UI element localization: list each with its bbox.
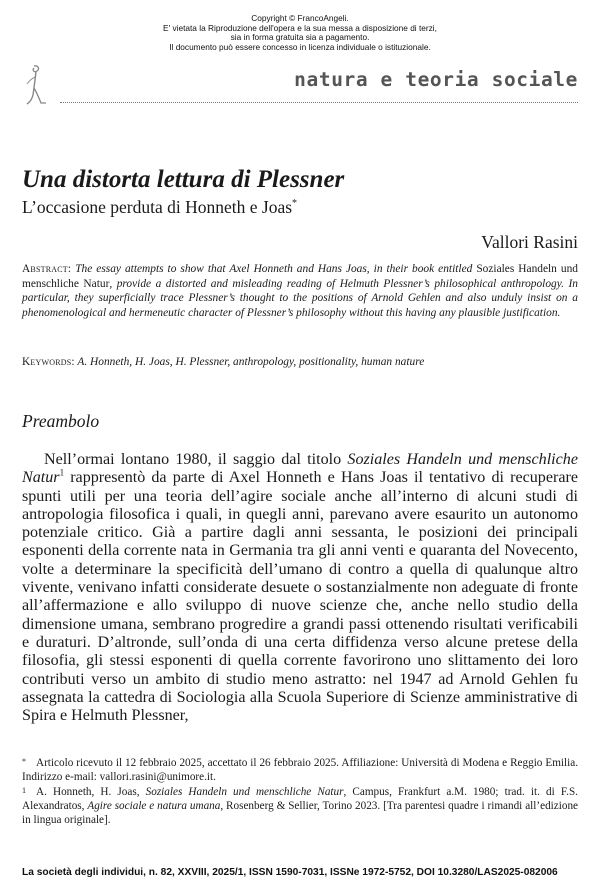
- abstract-book-title: Soziales Handeln und menschliche Natur: [22, 263, 578, 290]
- copyright-notice: [0, 14, 600, 52]
- keywords-text: A. Honneth, H. Joas, H. Plessner, anthropology, positionality, human nature: [77, 356, 425, 368]
- footnote-star: [22, 756, 578, 785]
- copyright-line: sia in forma gratuita sia a pagamento.: [230, 32, 370, 43]
- footnote-book-title: Agire sociale e natura umana: [87, 799, 221, 812]
- copyright-line: Copyright © FrancoAngeli.: [251, 13, 349, 23]
- footnote-mark: 1: [22, 785, 26, 795]
- footnote-text: A. Honneth, H. Joas,: [36, 785, 140, 798]
- section-heading: Preambolo: [22, 411, 100, 431]
- footnote-text: , Rosenberg & Sellier, Torino 2023. [Tra parentesi quadre i rimandi all’edizione in lingua originale].: [22, 799, 578, 827]
- copyright-line: E' vietata la Riproduzione dell'opera e la sua messa a disposizione di terzi,: [163, 22, 437, 33]
- footnote-text: , Campus, Frankfurt a.M. 1980; trad. it. di F.S. Alexandratos,: [22, 785, 578, 812]
- abstract-text: The essay attempts to show that Axel Honneth and Hans Joas, in their book entitled: [75, 263, 473, 275]
- masthead-rule: [60, 102, 578, 103]
- footnote-ref-star[interactable]: *: [292, 198, 298, 209]
- abstract: [22, 262, 578, 321]
- paragraph-text: rappresentò da parte di Axel Honneth e Hans Joas il tentativo di recuperare spunti utili per una teoria dell’agire sociale anche all’interno di alcuni studi di antropologia filosofica i quali, in quegli anni, parevano avere esaurito un autonomo potenziale critico. Già a partire dagli anni sessanta, le posizioni dei principali esponenti della corrente nata in Germania tra gli anni venti e quaranta del Novecento, volte a determinare la specificità dell’umano di contro a quella di qualunque altro vivente, venivano infatti considerate desuete o sostanzialmente non adeguate di fronte all’affermazione e allo sviluppo di nuove scienze che, anche nello studio della dimensione umana, sembrano progredire a grandi passi ottenendo risultati verificabili e duraturi. D’altronde, sull’onda di una certa diffidenza verso alcune pretese della filosofia, gli stessi esponenti di quella corrente favorirono uno slittamento dei loro contributi verso un ambito di studio meno astratto: nel 1947 ad Arnold Gehlen fu assegnata la cattedra di Sociologia alla Scuola Superiore di Scienze amministrative di Spira e Helmuth Plessner,: [22, 469, 578, 725]
- footnote-1: [22, 785, 578, 828]
- paragraph-text: Nell’ormai lontano 1980, il saggio dal titolo: [44, 451, 342, 468]
- footnote-book-title: Soziales Handeln und menschliche Natur: [145, 785, 344, 798]
- body-text: [22, 451, 578, 725]
- keywords-label: Keywords:: [22, 356, 75, 368]
- journal-title: natura e teoria sociale: [294, 68, 578, 91]
- abstract-text: , provide a distorted and misleading reading of Helmuth Plessner’s philosophical anthropology. In particular, they superficially trace Plessner’s thought to the positions of Arnold Gehlen and also unduly insist on a phenomenological and hermeneutic character of Plessner’s philosophy without this having any plausible justification.: [22, 277, 578, 320]
- paragraph: [22, 451, 578, 725]
- footnote-text: Articolo ricevuto il 12 febbraio 2025, accettato il 26 febbraio 2025. Affiliazione: Università di Modena e Reggio Emilia. Indirizzo e-mail: vallori.rasini@unimore.it.: [22, 757, 578, 784]
- journal-masthead: [22, 62, 578, 108]
- footnotes: [22, 756, 578, 827]
- figure-sketch-icon: [22, 62, 50, 108]
- subtitle-text: L’occasione perduta di Honneth e Joas: [22, 196, 293, 217]
- page-footer: La società degli individui, n. 82, XXVIII, 2025/1, ISSN 1590-7031, ISSNe 1972-5752, DOI 10.3280/LAS2025-082006: [22, 867, 558, 878]
- article-subtitle: [22, 193, 297, 218]
- author-name: Vallori Rasini: [481, 232, 578, 252]
- copyright-line: Il documento può essere concesso in licenza individuale o istituzionale.: [169, 41, 431, 52]
- keywords: [22, 355, 578, 370]
- footnote-mark: *: [22, 757, 26, 766]
- article-title: Una distorta lettura di Plessner: [22, 166, 345, 193]
- book-title: Soziales Handeln und menschliche Natur: [22, 451, 578, 487]
- abstract-label: Abstract:: [22, 263, 72, 275]
- footnote-ref-1[interactable]: 1: [59, 467, 65, 478]
